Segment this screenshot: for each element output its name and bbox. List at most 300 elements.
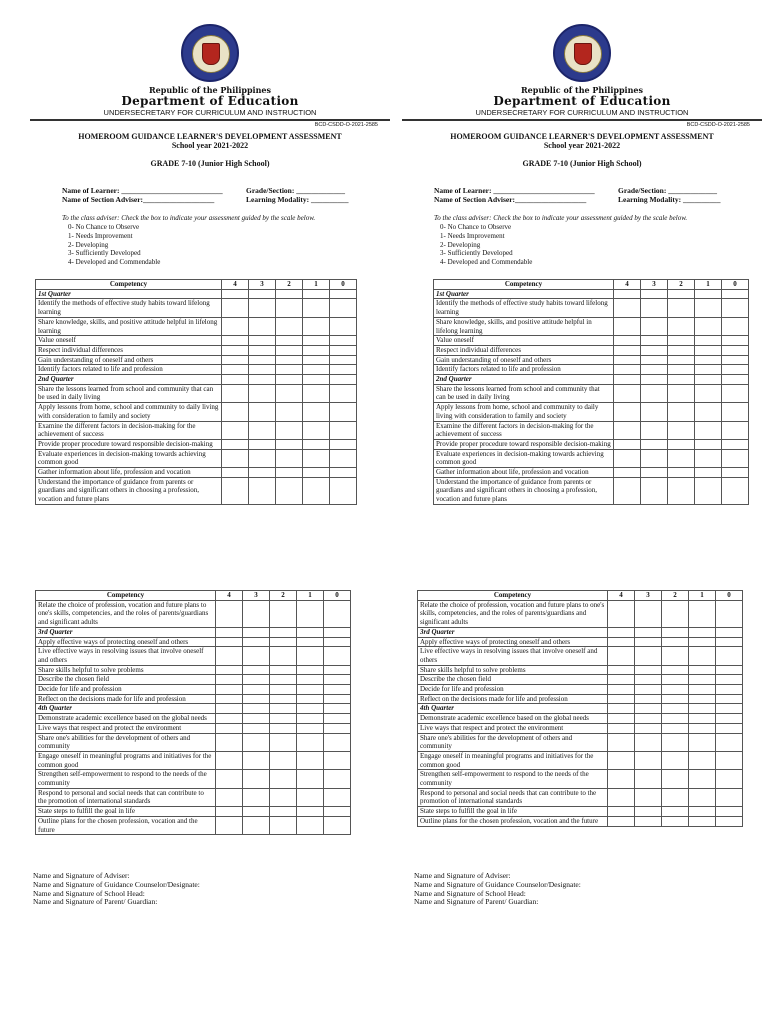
score-checkbox[interactable] (614, 345, 641, 355)
score-checkbox[interactable] (243, 714, 270, 724)
adviser-signature-line[interactable]: Name and Signature of Adviser: (33, 871, 130, 880)
score-checkbox[interactable] (689, 694, 716, 704)
score-checkbox[interactable] (222, 449, 249, 467)
score-checkbox[interactable] (216, 788, 243, 806)
score-checkbox[interactable] (668, 355, 695, 365)
score-checkbox[interactable] (276, 336, 303, 346)
score-checkbox[interactable] (243, 704, 270, 714)
score-checkbox[interactable] (689, 723, 716, 733)
score-checkbox[interactable] (662, 816, 689, 826)
score-checkbox[interactable] (716, 704, 743, 714)
score-checkbox[interactable] (276, 299, 303, 317)
score-checkbox[interactable] (249, 317, 276, 335)
score-checkbox[interactable] (689, 637, 716, 647)
score-checkbox[interactable] (641, 468, 668, 478)
score-checkbox[interactable] (722, 317, 749, 335)
score-checkbox[interactable] (276, 345, 303, 355)
score-checkbox[interactable] (608, 788, 635, 806)
score-checkbox[interactable] (695, 375, 722, 385)
score-checkbox[interactable] (297, 788, 324, 806)
score-checkbox[interactable] (324, 685, 351, 695)
score-checkbox[interactable] (297, 665, 324, 675)
score-checkbox[interactable] (608, 665, 635, 675)
score-checkbox[interactable] (222, 317, 249, 335)
score-checkbox[interactable] (689, 807, 716, 817)
score-checkbox[interactable] (716, 675, 743, 685)
score-checkbox[interactable] (330, 477, 357, 504)
score-checkbox[interactable] (614, 375, 641, 385)
score-checkbox[interactable] (270, 694, 297, 704)
score-checkbox[interactable] (635, 788, 662, 806)
score-checkbox[interactable] (695, 403, 722, 421)
score-checkbox[interactable] (270, 647, 297, 665)
score-checkbox[interactable] (276, 384, 303, 402)
score-checkbox[interactable] (324, 637, 351, 647)
score-checkbox[interactable] (324, 807, 351, 817)
score-checkbox[interactable] (662, 685, 689, 695)
score-checkbox[interactable] (297, 600, 324, 627)
score-checkbox[interactable] (270, 723, 297, 733)
score-checkbox[interactable] (641, 355, 668, 365)
score-checkbox[interactable] (324, 733, 351, 751)
score-checkbox[interactable] (324, 816, 351, 834)
grade-section-field[interactable]: Grade/Section: _____________ (618, 186, 717, 195)
score-checkbox[interactable] (222, 289, 249, 299)
score-checkbox[interactable] (324, 723, 351, 733)
score-checkbox[interactable] (243, 816, 270, 834)
score-checkbox[interactable] (330, 289, 357, 299)
score-checkbox[interactable] (668, 439, 695, 449)
score-checkbox[interactable] (662, 675, 689, 685)
score-checkbox[interactable] (276, 355, 303, 365)
score-checkbox[interactable] (635, 770, 662, 788)
score-checkbox[interactable] (635, 807, 662, 817)
score-checkbox[interactable] (668, 365, 695, 375)
grade-section-field[interactable]: Grade/Section: _____________ (246, 186, 345, 195)
score-checkbox[interactable] (297, 733, 324, 751)
score-checkbox[interactable] (303, 345, 330, 355)
score-checkbox[interactable] (270, 637, 297, 647)
counselor-signature-line[interactable]: Name and Signature of Guidance Counselor/Designate: (33, 879, 200, 889)
score-checkbox[interactable] (276, 375, 303, 385)
score-checkbox[interactable] (297, 675, 324, 685)
score-checkbox[interactable] (324, 665, 351, 675)
score-checkbox[interactable] (641, 336, 668, 346)
score-checkbox[interactable] (222, 299, 249, 317)
score-checkbox[interactable] (608, 807, 635, 817)
score-checkbox[interactable] (695, 477, 722, 504)
score-checkbox[interactable] (249, 477, 276, 504)
score-checkbox[interactable] (716, 685, 743, 695)
score-checkbox[interactable] (249, 289, 276, 299)
score-checkbox[interactable] (635, 816, 662, 826)
score-checkbox[interactable] (662, 627, 689, 637)
score-checkbox[interactable] (608, 714, 635, 724)
score-checkbox[interactable] (608, 770, 635, 788)
score-checkbox[interactable] (662, 647, 689, 665)
score-checkbox[interactable] (330, 468, 357, 478)
score-checkbox[interactable] (297, 647, 324, 665)
score-checkbox[interactable] (249, 439, 276, 449)
score-checkbox[interactable] (243, 627, 270, 637)
score-checkbox[interactable] (243, 723, 270, 733)
score-checkbox[interactable] (635, 685, 662, 695)
score-checkbox[interactable] (276, 421, 303, 439)
score-checkbox[interactable] (614, 317, 641, 335)
score-checkbox[interactable] (249, 384, 276, 402)
score-checkbox[interactable] (330, 355, 357, 365)
score-checkbox[interactable] (662, 704, 689, 714)
score-checkbox[interactable] (303, 336, 330, 346)
score-checkbox[interactable] (641, 477, 668, 504)
score-checkbox[interactable] (216, 665, 243, 675)
score-checkbox[interactable] (330, 403, 357, 421)
score-checkbox[interactable] (614, 365, 641, 375)
score-checkbox[interactable] (324, 600, 351, 627)
score-checkbox[interactable] (243, 807, 270, 817)
score-checkbox[interactable] (297, 770, 324, 788)
score-checkbox[interactable] (330, 384, 357, 402)
score-checkbox[interactable] (695, 449, 722, 467)
score-checkbox[interactable] (662, 665, 689, 675)
score-checkbox[interactable] (641, 365, 668, 375)
score-checkbox[interactable] (689, 751, 716, 769)
score-checkbox[interactable] (614, 421, 641, 439)
score-checkbox[interactable] (297, 685, 324, 695)
score-checkbox[interactable] (608, 627, 635, 637)
score-checkbox[interactable] (635, 647, 662, 665)
score-checkbox[interactable] (662, 788, 689, 806)
score-checkbox[interactable] (608, 733, 635, 751)
score-checkbox[interactable] (303, 317, 330, 335)
score-checkbox[interactable] (216, 770, 243, 788)
score-checkbox[interactable] (222, 384, 249, 402)
score-checkbox[interactable] (216, 647, 243, 665)
score-checkbox[interactable] (614, 336, 641, 346)
score-checkbox[interactable] (635, 733, 662, 751)
score-checkbox[interactable] (716, 627, 743, 637)
score-checkbox[interactable] (635, 637, 662, 647)
score-checkbox[interactable] (689, 714, 716, 724)
score-checkbox[interactable] (297, 637, 324, 647)
score-checkbox[interactable] (716, 733, 743, 751)
adviser-field[interactable]: Name of Section Adviser:___________________ (434, 195, 587, 204)
score-checkbox[interactable] (216, 714, 243, 724)
score-checkbox[interactable] (270, 600, 297, 627)
score-checkbox[interactable] (222, 468, 249, 478)
score-checkbox[interactable] (716, 647, 743, 665)
score-checkbox[interactable] (270, 733, 297, 751)
score-checkbox[interactable] (222, 345, 249, 355)
score-checkbox[interactable] (668, 477, 695, 504)
score-checkbox[interactable] (243, 733, 270, 751)
score-checkbox[interactable] (608, 600, 635, 627)
score-checkbox[interactable] (270, 704, 297, 714)
score-checkbox[interactable] (695, 299, 722, 317)
score-checkbox[interactable] (297, 704, 324, 714)
score-checkbox[interactable] (270, 807, 297, 817)
score-checkbox[interactable] (716, 714, 743, 724)
score-checkbox[interactable] (249, 375, 276, 385)
score-checkbox[interactable] (716, 807, 743, 817)
score-checkbox[interactable] (641, 403, 668, 421)
score-checkbox[interactable] (635, 704, 662, 714)
score-checkbox[interactable] (608, 816, 635, 826)
score-checkbox[interactable] (249, 336, 276, 346)
score-checkbox[interactable] (243, 675, 270, 685)
score-checkbox[interactable] (324, 675, 351, 685)
score-checkbox[interactable] (614, 355, 641, 365)
score-checkbox[interactable] (222, 365, 249, 375)
score-checkbox[interactable] (303, 289, 330, 299)
score-checkbox[interactable] (303, 439, 330, 449)
score-checkbox[interactable] (243, 637, 270, 647)
score-checkbox[interactable] (716, 751, 743, 769)
score-checkbox[interactable] (668, 384, 695, 402)
score-checkbox[interactable] (695, 365, 722, 375)
score-checkbox[interactable] (222, 375, 249, 385)
score-checkbox[interactable] (695, 384, 722, 402)
score-checkbox[interactable] (635, 665, 662, 675)
score-checkbox[interactable] (324, 627, 351, 637)
score-checkbox[interactable] (270, 714, 297, 724)
score-checkbox[interactable] (689, 770, 716, 788)
score-checkbox[interactable] (270, 675, 297, 685)
score-checkbox[interactable] (668, 403, 695, 421)
score-checkbox[interactable] (324, 770, 351, 788)
score-checkbox[interactable] (689, 733, 716, 751)
score-checkbox[interactable] (330, 299, 357, 317)
score-checkbox[interactable] (641, 299, 668, 317)
score-checkbox[interactable] (641, 375, 668, 385)
score-checkbox[interactable] (641, 345, 668, 355)
score-checkbox[interactable] (324, 694, 351, 704)
score-checkbox[interactable] (689, 788, 716, 806)
score-checkbox[interactable] (243, 600, 270, 627)
score-checkbox[interactable] (722, 345, 749, 355)
score-checkbox[interactable] (635, 714, 662, 724)
score-checkbox[interactable] (270, 770, 297, 788)
score-checkbox[interactable] (303, 375, 330, 385)
score-checkbox[interactable] (324, 714, 351, 724)
score-checkbox[interactable] (662, 694, 689, 704)
score-checkbox[interactable] (276, 289, 303, 299)
score-checkbox[interactable] (330, 421, 357, 439)
score-checkbox[interactable] (722, 375, 749, 385)
score-checkbox[interactable] (662, 714, 689, 724)
score-checkbox[interactable] (330, 336, 357, 346)
score-checkbox[interactable] (722, 384, 749, 402)
parent-signature-line[interactable]: Name and Signature of Parent/ Guardian: (33, 897, 158, 907)
score-checkbox[interactable] (303, 355, 330, 365)
score-checkbox[interactable] (635, 675, 662, 685)
score-checkbox[interactable] (668, 421, 695, 439)
score-checkbox[interactable] (662, 723, 689, 733)
score-checkbox[interactable] (330, 449, 357, 467)
score-checkbox[interactable] (695, 439, 722, 449)
score-checkbox[interactable] (608, 751, 635, 769)
score-checkbox[interactable] (716, 723, 743, 733)
score-checkbox[interactable] (689, 665, 716, 675)
adviser-signature-line[interactable]: Name and Signature of Adviser: (414, 871, 511, 880)
score-checkbox[interactable] (689, 647, 716, 665)
learner-name-field[interactable]: Name of Learner: ___________________________ (434, 186, 595, 195)
score-checkbox[interactable] (216, 704, 243, 714)
parent-signature-line[interactable]: Name and Signature of Parent/ Guardian: (414, 897, 539, 907)
score-checkbox[interactable] (695, 289, 722, 299)
score-checkbox[interactable] (608, 647, 635, 665)
score-checkbox[interactable] (635, 694, 662, 704)
score-checkbox[interactable] (303, 468, 330, 478)
score-checkbox[interactable] (216, 807, 243, 817)
score-checkbox[interactable] (303, 421, 330, 439)
score-checkbox[interactable] (662, 751, 689, 769)
score-checkbox[interactable] (722, 477, 749, 504)
score-checkbox[interactable] (330, 375, 357, 385)
score-checkbox[interactable] (243, 788, 270, 806)
score-checkbox[interactable] (216, 675, 243, 685)
score-checkbox[interactable] (222, 355, 249, 365)
score-checkbox[interactable] (303, 365, 330, 375)
score-checkbox[interactable] (635, 751, 662, 769)
score-checkbox[interactable] (668, 336, 695, 346)
score-checkbox[interactable] (303, 299, 330, 317)
score-checkbox[interactable] (216, 751, 243, 769)
score-checkbox[interactable] (614, 468, 641, 478)
score-checkbox[interactable] (668, 375, 695, 385)
score-checkbox[interactable] (330, 345, 357, 355)
score-checkbox[interactable] (695, 336, 722, 346)
score-checkbox[interactable] (608, 723, 635, 733)
score-checkbox[interactable] (608, 704, 635, 714)
school-head-signature-line[interactable]: Name and Signature of School Head: (414, 888, 526, 898)
score-checkbox[interactable] (614, 299, 641, 317)
score-checkbox[interactable] (297, 627, 324, 637)
score-checkbox[interactable] (716, 770, 743, 788)
score-checkbox[interactable] (324, 647, 351, 665)
score-checkbox[interactable] (614, 477, 641, 504)
score-checkbox[interactable] (216, 723, 243, 733)
score-checkbox[interactable] (222, 336, 249, 346)
score-checkbox[interactable] (297, 816, 324, 834)
score-checkbox[interactable] (216, 600, 243, 627)
score-checkbox[interactable] (216, 816, 243, 834)
score-checkbox[interactable] (276, 317, 303, 335)
score-checkbox[interactable] (695, 345, 722, 355)
score-checkbox[interactable] (668, 449, 695, 467)
score-checkbox[interactable] (641, 421, 668, 439)
adviser-field[interactable]: Name of Section Adviser:___________________ (62, 195, 215, 204)
score-checkbox[interactable] (249, 345, 276, 355)
score-checkbox[interactable] (243, 770, 270, 788)
score-checkbox[interactable] (722, 421, 749, 439)
score-checkbox[interactable] (662, 807, 689, 817)
score-checkbox[interactable] (270, 751, 297, 769)
score-checkbox[interactable] (722, 365, 749, 375)
score-checkbox[interactable] (297, 694, 324, 704)
score-checkbox[interactable] (641, 289, 668, 299)
score-checkbox[interactable] (641, 317, 668, 335)
score-checkbox[interactable] (222, 477, 249, 504)
score-checkbox[interactable] (689, 704, 716, 714)
score-checkbox[interactable] (249, 421, 276, 439)
score-checkbox[interactable] (722, 403, 749, 421)
score-checkbox[interactable] (614, 449, 641, 467)
score-checkbox[interactable] (222, 421, 249, 439)
score-checkbox[interactable] (668, 289, 695, 299)
score-checkbox[interactable] (689, 685, 716, 695)
score-checkbox[interactable] (722, 336, 749, 346)
score-checkbox[interactable] (695, 468, 722, 478)
score-checkbox[interactable] (716, 816, 743, 826)
score-checkbox[interactable] (641, 439, 668, 449)
score-checkbox[interactable] (276, 403, 303, 421)
score-checkbox[interactable] (297, 751, 324, 769)
score-checkbox[interactable] (249, 449, 276, 467)
score-checkbox[interactable] (297, 723, 324, 733)
score-checkbox[interactable] (689, 675, 716, 685)
score-checkbox[interactable] (270, 665, 297, 675)
counselor-signature-line[interactable]: Name and Signature of Guidance Counselor/Designate: (414, 879, 581, 889)
score-checkbox[interactable] (324, 704, 351, 714)
score-checkbox[interactable] (249, 299, 276, 317)
score-checkbox[interactable] (324, 788, 351, 806)
score-checkbox[interactable] (722, 299, 749, 317)
score-checkbox[interactable] (297, 714, 324, 724)
score-checkbox[interactable] (722, 289, 749, 299)
score-checkbox[interactable] (276, 439, 303, 449)
score-checkbox[interactable] (276, 468, 303, 478)
score-checkbox[interactable] (297, 807, 324, 817)
score-checkbox[interactable] (222, 439, 249, 449)
score-checkbox[interactable] (716, 788, 743, 806)
score-checkbox[interactable] (668, 317, 695, 335)
score-checkbox[interactable] (614, 289, 641, 299)
score-checkbox[interactable] (722, 468, 749, 478)
modality-field[interactable]: Learning Modality: __________ (246, 195, 349, 204)
score-checkbox[interactable] (330, 317, 357, 335)
score-checkbox[interactable] (722, 439, 749, 449)
score-checkbox[interactable] (270, 685, 297, 695)
score-checkbox[interactable] (722, 449, 749, 467)
score-checkbox[interactable] (689, 627, 716, 637)
score-checkbox[interactable] (243, 694, 270, 704)
score-checkbox[interactable] (216, 637, 243, 647)
score-checkbox[interactable] (614, 384, 641, 402)
score-checkbox[interactable] (243, 685, 270, 695)
score-checkbox[interactable] (608, 637, 635, 647)
score-checkbox[interactable] (689, 816, 716, 826)
score-checkbox[interactable] (695, 421, 722, 439)
score-checkbox[interactable] (695, 317, 722, 335)
score-checkbox[interactable] (249, 355, 276, 365)
score-checkbox[interactable] (614, 403, 641, 421)
score-checkbox[interactable] (608, 685, 635, 695)
score-checkbox[interactable] (330, 365, 357, 375)
score-checkbox[interactable] (303, 477, 330, 504)
score-checkbox[interactable] (249, 403, 276, 421)
score-checkbox[interactable] (662, 733, 689, 751)
score-checkbox[interactable] (330, 439, 357, 449)
modality-field[interactable]: Learning Modality: __________ (618, 195, 721, 204)
score-checkbox[interactable] (608, 694, 635, 704)
score-checkbox[interactable] (216, 733, 243, 751)
score-checkbox[interactable] (635, 600, 662, 627)
score-checkbox[interactable] (689, 600, 716, 627)
score-checkbox[interactable] (662, 770, 689, 788)
score-checkbox[interactable] (216, 694, 243, 704)
score-checkbox[interactable] (276, 477, 303, 504)
